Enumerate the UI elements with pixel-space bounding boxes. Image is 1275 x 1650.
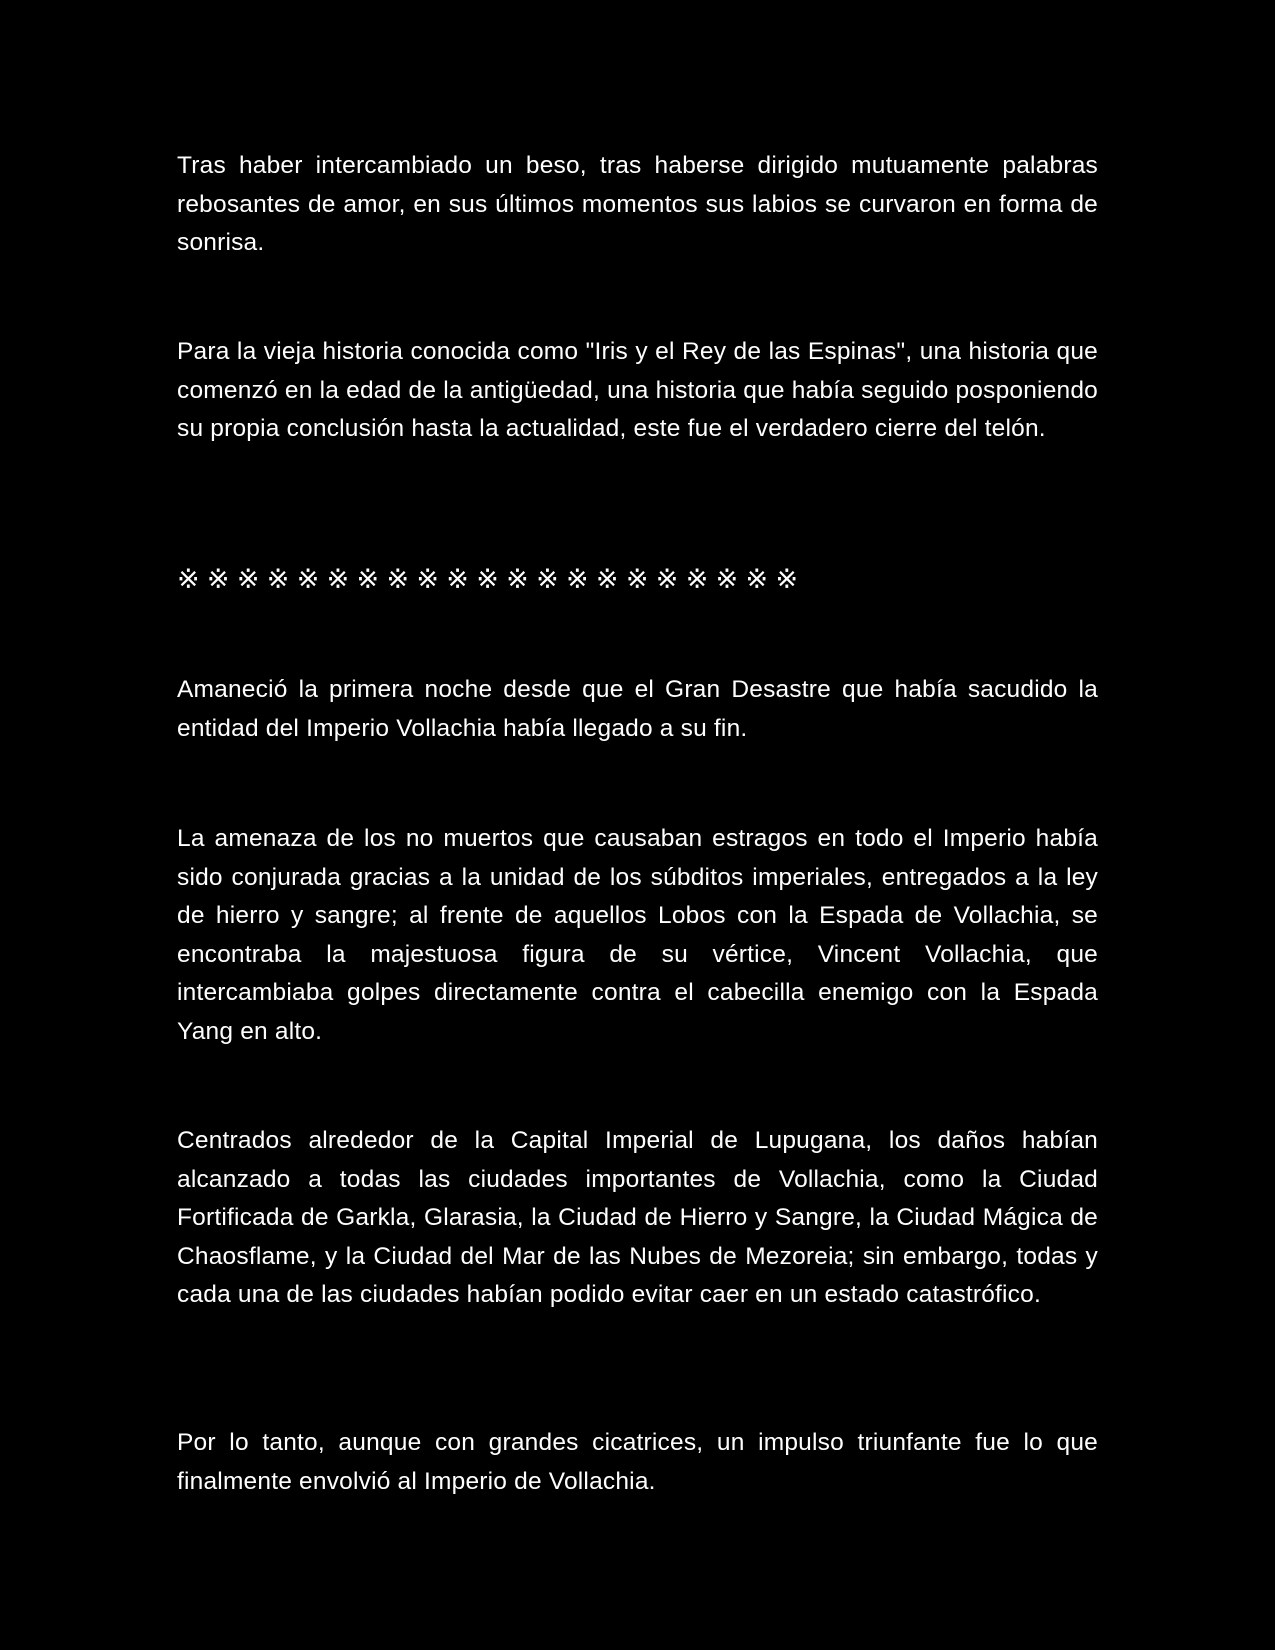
paragraph-6: Por lo tanto, aunque con grandes cicatrices, un impulso triunfante fue lo que finalmente envolvió al Imperio de Vollachia. <box>177 1429 1098 1495</box>
section-separator: ※※※※※※※※※※※※※※※※※※※※※ <box>177 564 806 595</box>
paragraph-2: Para la vieja historia conocida como "Iris y el Rey de las Espinas", una historia que comenzó en la edad de la antigüedad, una historia que había seguido posponiendo su propia conclusión hasta la actualidad, este fue el verdadero cierre del telón. <box>177 338 1098 442</box>
paragraph-1: Tras haber intercambiado un beso, tras haberse dirigido mutuamente palabras rebosantes de amor, en sus últimos momentos sus labios se curvaron en forma de sonrisa. <box>177 152 1098 256</box>
paragraph-3: Amaneció la primera noche desde que el Gran Desastre que había sacudido la entidad del Imperio Vollachia había llegado a su fin. <box>177 676 1098 742</box>
paragraph-5: Centrados alrededor de la Capital Imperial de Lupugana, los daños habían alcanzado a todas las ciudades importantes de Vollachia, como la Ciudad Fortificada de Garkla, Glarasia, la Ciudad de Hierro y Sangre, la Ciudad Mágica de Chaosflame, y la Ciudad del Mar de las Nubes de Mezoreia; sin embargo, todas y cada una de las ciudades habían podido evitar caer en un estado catastrófico. <box>177 1127 1098 1308</box>
paragraph-4: La amenaza de los no muertos que causaban estragos en todo el Imperio había sido conjurada gracias a la unidad de los súbditos imperiales, entregados a la ley de hierro y sangre; al frente de aquellos Lobos con la Espada de Vollachia, se encontraba la majestuosa figura de su vértice, Vincent Vollachia, que intercambiaba golpes directamente contra el cabecilla enemigo con la Espada Yang en alto. <box>177 825 1098 1045</box>
